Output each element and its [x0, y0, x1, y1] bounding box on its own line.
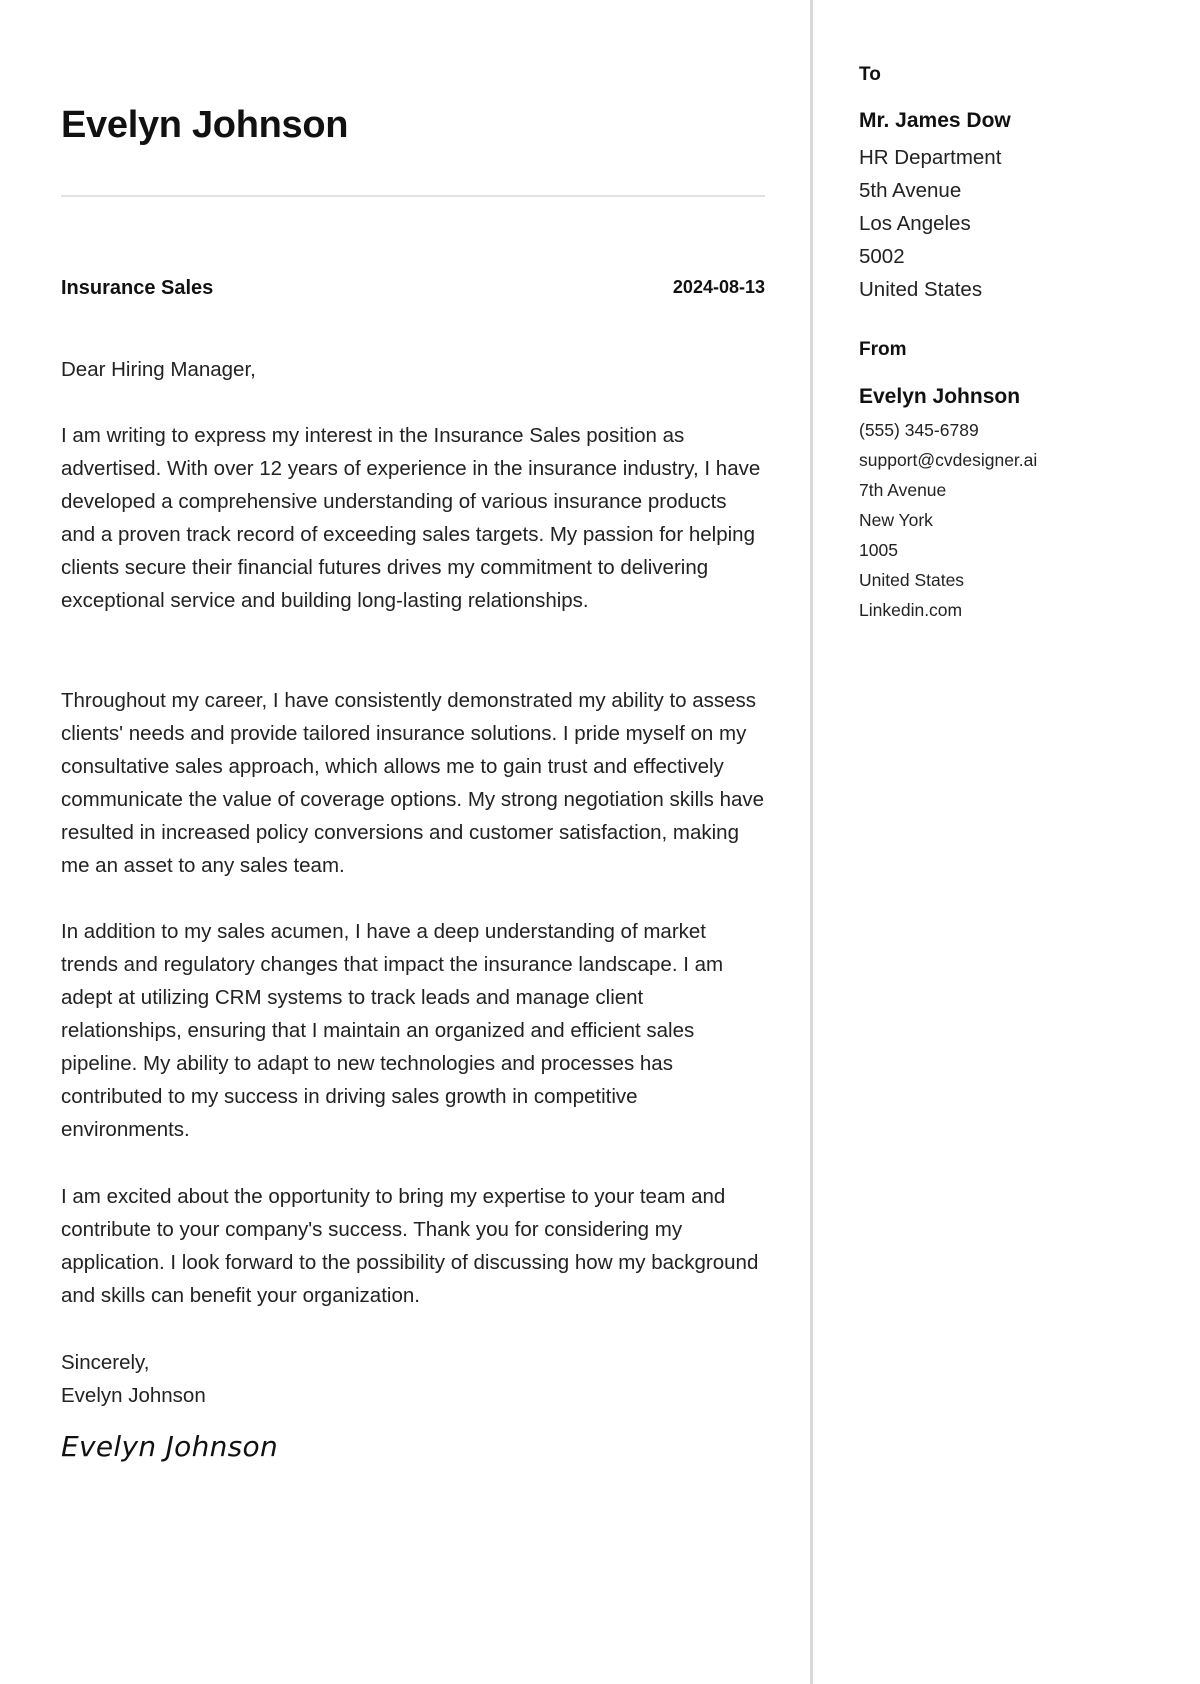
recipient-department: HR Department — [859, 146, 1002, 169]
recipient-name: Mr. James Dow — [859, 109, 1011, 132]
recipient-street: 5th Avenue — [859, 179, 962, 202]
from-heading: From — [859, 339, 907, 360]
header-divider — [61, 195, 765, 197]
sender-name: Evelyn Johnson — [859, 385, 1021, 408]
sender-postal-code: 1005 — [859, 540, 898, 560]
to-heading: To — [859, 64, 881, 85]
body-paragraph-3: In addition to my sales acumen, I have a deep understanding of market trends and regulatory changes that impact the insurance landscape. I am adept at utilizing CRM systems to track leads and manage client relationships, ensuring that I maintain an organized and efficient sales pipeline. My ability to adapt to new technologies and processes has contributed to my success in driving sales growth in competitive environments. — [61, 920, 724, 1141]
sender-contact — [859, 415, 1037, 625]
sidebar-divider — [810, 0, 813, 1684]
body-paragraph-2: Throughout my career, I have consistently demonstrated my ability to assess clients' needs and provide tailored insurance solutions. I pride myself on my consultative sales approach, which allows me to gain trust and effectively communicate the value of coverage options. My strong negotiation skills have resulted in increased policy conversions and customer satisfaction, making me an asset to any sales team. — [61, 689, 765, 877]
letter-date: 2024-08-13 — [672, 277, 765, 297]
sender-email: support@cvdesigner.ai — [859, 450, 1038, 470]
body-paragraph-4: I am excited about the opportunity to bring my expertise to your team and contribute to your company's success. Thank you for considering my application. I look forward to the possibility of discussing how my background and skills can benefit your organization. — [61, 1185, 759, 1307]
recipient-address — [859, 141, 1001, 306]
sender-phone: (555) 345-6789 — [859, 420, 979, 440]
recipient-country: United States — [859, 278, 983, 301]
signoff-name: Evelyn Johnson — [61, 1384, 206, 1407]
sender-city: New York — [859, 510, 933, 530]
job-title: Insurance Sales — [61, 277, 214, 299]
page-title: Evelyn Johnson — [61, 104, 349, 146]
salutation: Dear Hiring Manager, — [61, 358, 256, 381]
recipient-postal-code: 5002 — [859, 245, 905, 268]
recipient-city: Los Angeles — [859, 212, 971, 235]
sender-country: United States — [859, 570, 965, 590]
sender-street: 7th Avenue — [859, 480, 947, 500]
closing: Sincerely, — [61, 1351, 150, 1374]
sender-website: Linkedin.com — [859, 600, 963, 620]
signature: Evelyn Johnson — [61, 1430, 279, 1463]
body-paragraph-1: I am writing to express my interest in the Insurance Sales position as advertised. With over 12 years of experience in the insurance industry, I have developed a comprehensive understanding of various insurance products and a proven track record of exceeding sales targets. My passion for helping clients secure their financial futures drives my commitment to delivering exceptional service and building long-lasting relationships. — [61, 424, 761, 612]
